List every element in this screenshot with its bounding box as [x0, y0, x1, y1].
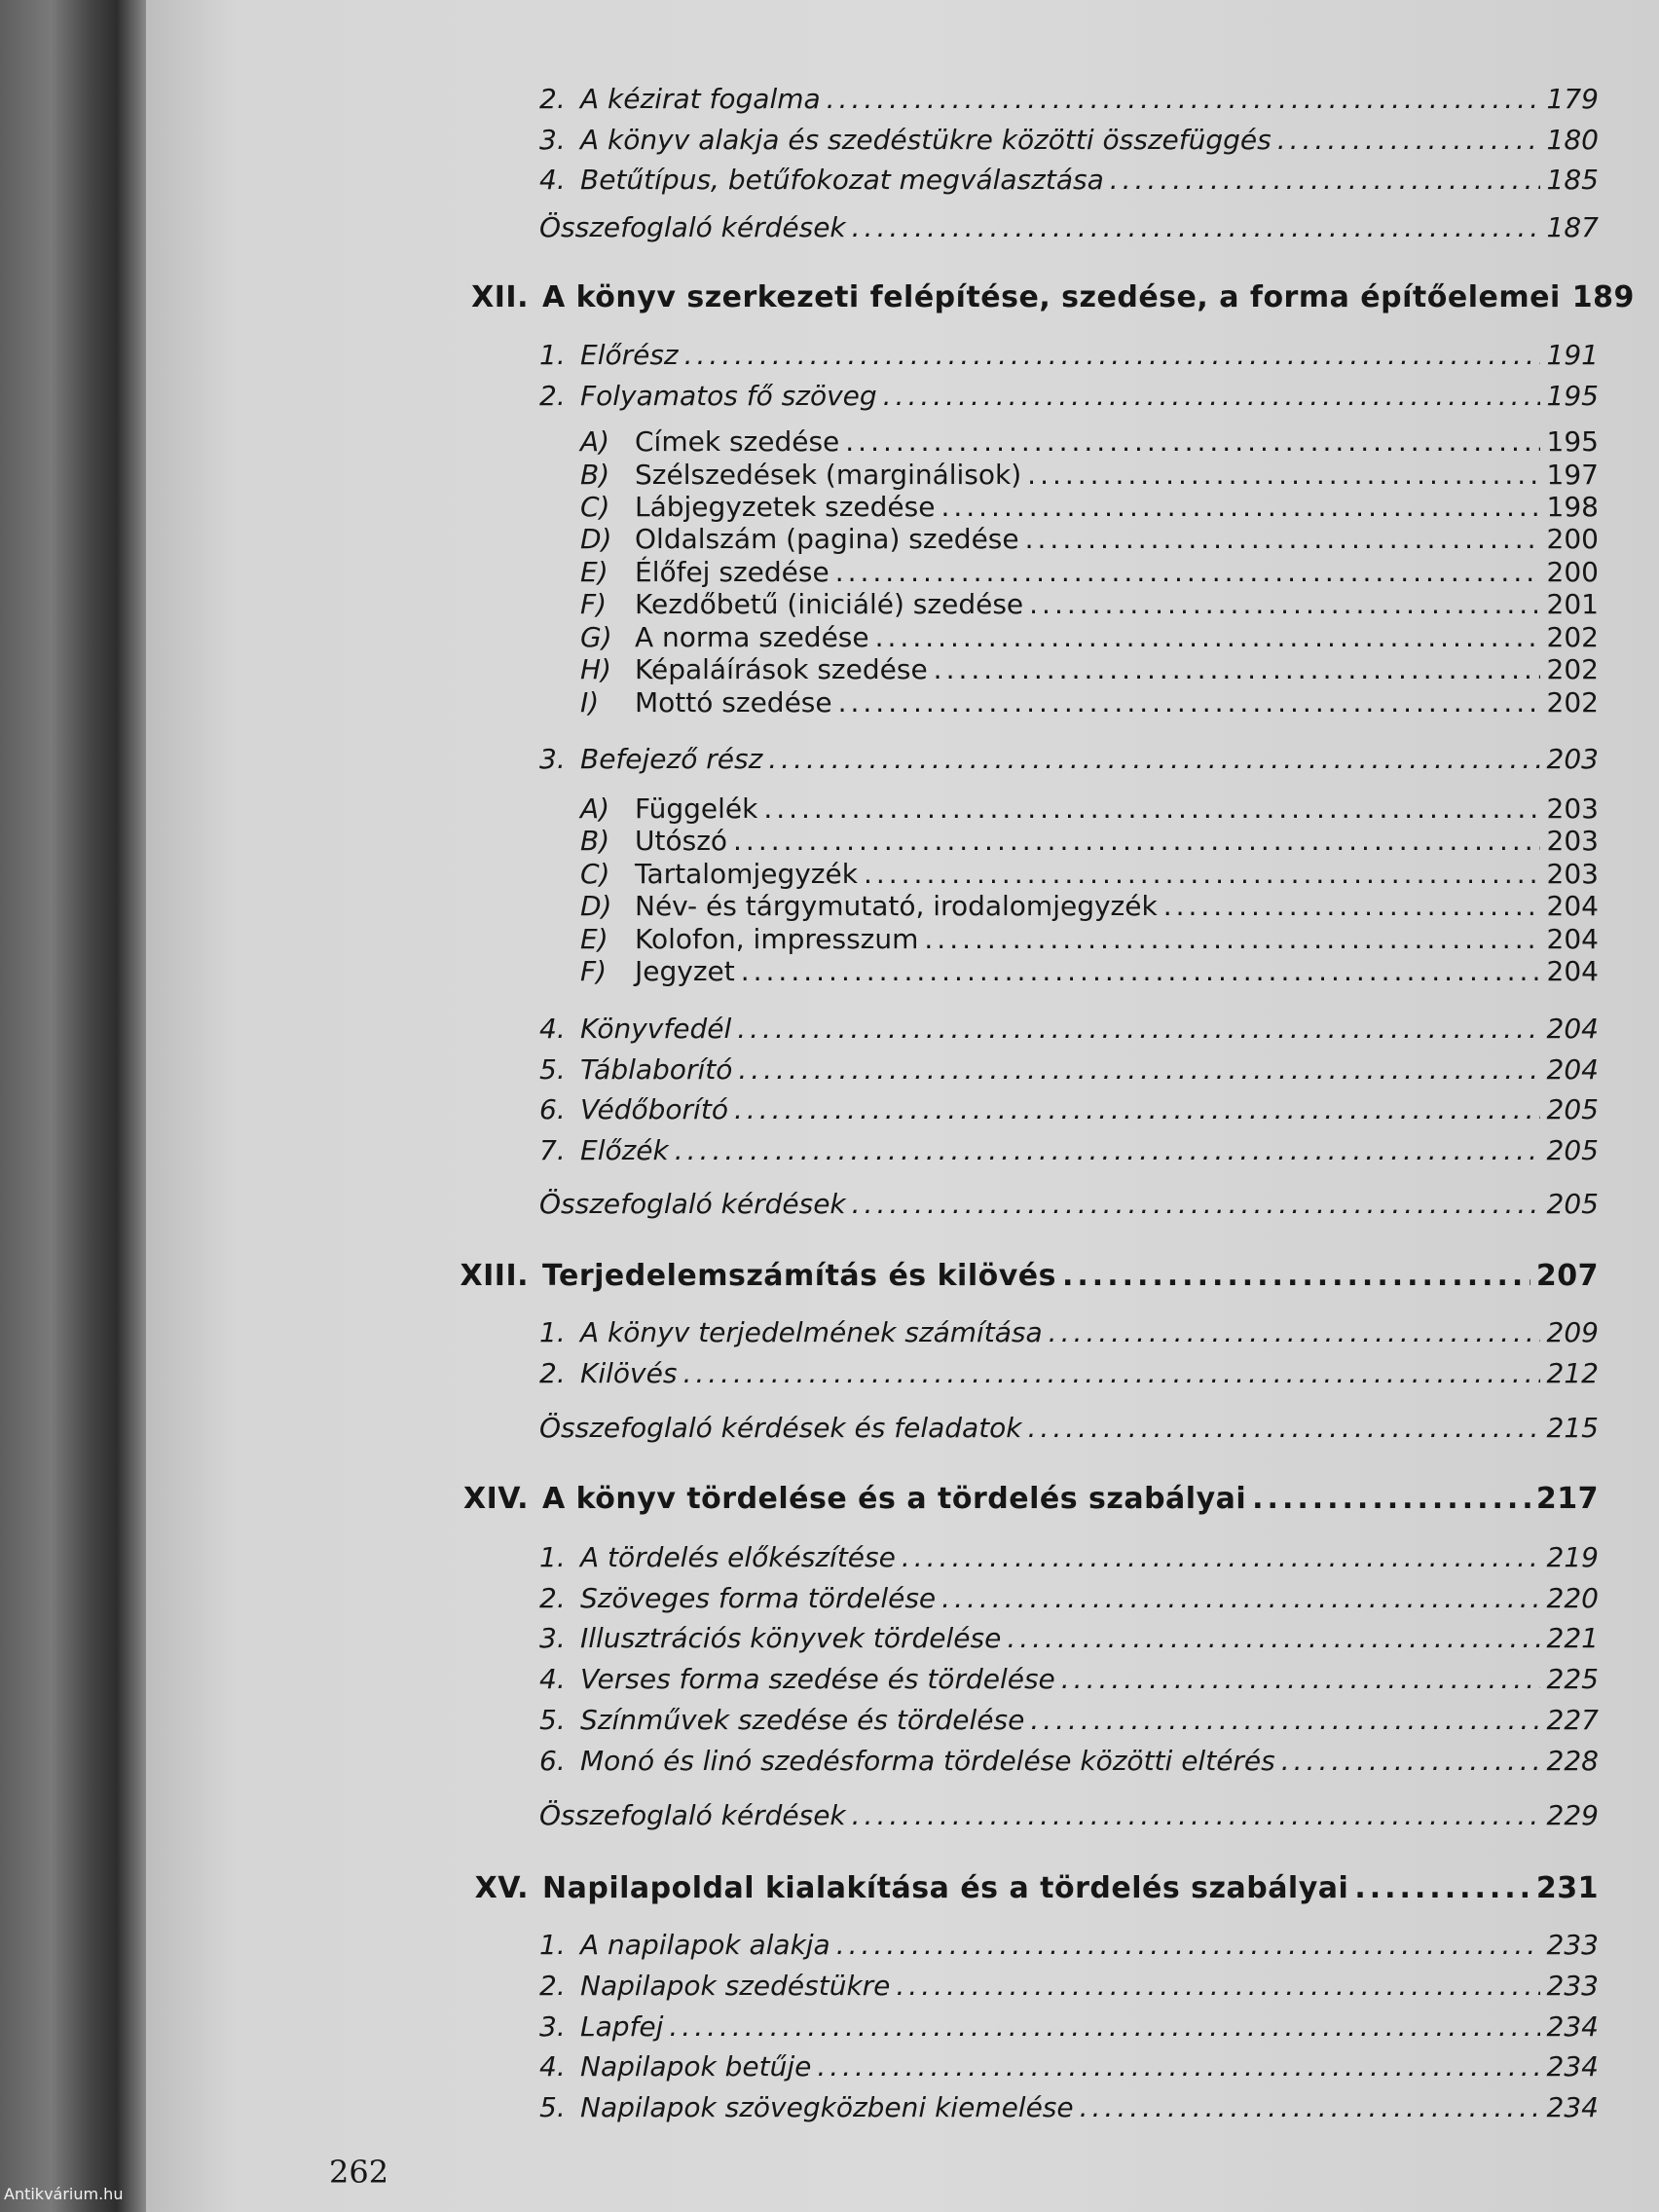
chapter-entry	[446, 1871, 1599, 1906]
toc-entry	[539, 1581, 1599, 1616]
entry-title: A napilapok alakja	[580, 1929, 830, 1961]
toc-entry	[580, 424, 1599, 460]
entry-title: Lábjegyzetek szedése	[635, 491, 936, 523]
entry-page-number: 204	[1546, 955, 1599, 987]
entry-number: XII.	[471, 280, 529, 314]
dot-leader	[1049, 1315, 1540, 1350]
entry-page-number: 200	[1546, 556, 1599, 588]
entry-number: F)	[580, 955, 608, 987]
entry-number: 4.	[539, 1013, 566, 1045]
entry-number: XIII.	[460, 1259, 529, 1293]
dot-leader	[845, 424, 1540, 460]
entry-page-number: 195	[1546, 380, 1599, 412]
dot-leader	[875, 620, 1540, 655]
entry-number: 3.	[539, 2010, 566, 2043]
entry-title: Név- és tárgymutató, irodalomjegyzék	[635, 890, 1158, 922]
dot-leader	[1110, 163, 1540, 198]
dot-leader	[763, 792, 1540, 827]
toc-entry	[539, 1133, 1599, 1168]
entry-number: 2.	[539, 1357, 566, 1389]
entry-title: A tördelés előkészítése	[580, 1541, 896, 1573]
dot-leader	[741, 954, 1540, 989]
toc-entry	[580, 490, 1599, 525]
dot-leader	[817, 2049, 1540, 2084]
entry-page-number: 191	[1546, 339, 1599, 371]
entry-title: Védőborító	[580, 1093, 728, 1125]
entry-page-number: 207	[1535, 1259, 1599, 1293]
entry-number: D)	[580, 523, 612, 555]
dot-leader	[1029, 587, 1540, 622]
entry-title: Összefoglaló kérdések és feladatok	[539, 1412, 1022, 1444]
entry-number: G)	[580, 621, 612, 653]
entry-title: A könyv terjedelmének számítása	[580, 1316, 1043, 1348]
entry-page-number: 203	[1546, 793, 1599, 825]
toc-entry	[539, 1187, 1599, 1222]
entry-number: 1.	[539, 1541, 566, 1573]
entry-number: 2.	[539, 380, 566, 412]
entry-title: A könyv tördelése és a tördelés szabályai	[542, 1482, 1247, 1516]
entry-number: 4.	[539, 1663, 566, 1695]
toc-entry	[539, 1703, 1599, 1738]
toc-entry	[539, 1621, 1599, 1656]
entry-title: Oldalszám (pagina) szedése	[635, 523, 1019, 555]
toc-entry	[539, 1356, 1599, 1391]
dot-leader	[902, 1540, 1540, 1575]
entry-title: A norma szedése	[635, 621, 869, 653]
toc-entry	[539, 210, 1599, 245]
entry-number: XV.	[474, 1871, 529, 1905]
toc-entry	[580, 620, 1599, 655]
entry-page-number: 205	[1546, 1134, 1599, 1166]
entry-title: Betűtípus, betűfokozat megválasztása	[580, 164, 1104, 196]
entry-page-number: 204	[1546, 1013, 1599, 1045]
entry-number: 4.	[539, 2050, 566, 2083]
entry-number: 1.	[539, 1929, 566, 1961]
dot-leader	[1025, 522, 1540, 557]
toc-entry	[539, 123, 1599, 158]
entry-number: B)	[580, 459, 610, 491]
toc-entry	[539, 1315, 1599, 1350]
entry-page-number: 201	[1546, 588, 1599, 620]
entry-title: Képaláírások szedése	[635, 653, 928, 685]
entry-page-number: 221	[1546, 1622, 1599, 1654]
entry-page-number: 202	[1546, 653, 1599, 685]
entry-page-number: 187	[1546, 211, 1599, 243]
entry-page-number: 203	[1546, 858, 1599, 890]
entry-number: 5.	[539, 2091, 566, 2123]
dot-leader	[669, 2009, 1540, 2045]
dot-leader	[1030, 1703, 1540, 1738]
entry-number: 7.	[539, 1134, 566, 1166]
entry-title: Monó és linó szedésforma tördelése közötti eltérés	[580, 1745, 1275, 1777]
entry-title: Terjedelemszámítás és kilövés	[542, 1259, 1056, 1293]
toc-entry	[580, 522, 1599, 557]
entry-title: Napilapok szövegközbeni kiemelése	[580, 2091, 1074, 2123]
dot-leader	[836, 1928, 1540, 1963]
entry-page-number: 195	[1546, 425, 1599, 458]
toc-entry	[539, 2049, 1599, 2084]
entry-number: 5.	[539, 1053, 566, 1086]
entry-page-number: 202	[1546, 686, 1599, 719]
entry-title: Mottó szedése	[635, 686, 832, 719]
dot-leader	[675, 1133, 1540, 1168]
entry-title: Összefoglaló kérdések	[539, 1188, 846, 1220]
entry-title: A könyv szerkezeti felépítése, szedése, a forma építőelemei	[542, 280, 1561, 314]
toc-entry	[539, 338, 1599, 373]
toc-entry	[539, 742, 1599, 777]
entry-page-number: 198	[1546, 491, 1599, 523]
entry-title: Szélszedések (marginálisok)	[635, 459, 1022, 491]
toc-entry	[539, 1540, 1599, 1575]
entry-page-number: 234	[1546, 2050, 1599, 2083]
entry-title: Illusztrációs könyvek tördelése	[580, 1622, 1002, 1654]
entry-page-number: 219	[1546, 1541, 1599, 1573]
dot-leader	[896, 1969, 1540, 2004]
dot-leader	[682, 1356, 1540, 1391]
entry-number: 2.	[539, 83, 566, 115]
entry-page-number: 185	[1546, 164, 1599, 196]
entry-page-number: 228	[1546, 1745, 1599, 1777]
dot-leader	[864, 857, 1540, 892]
entry-number: I)	[580, 686, 600, 719]
page-number: 262	[329, 2154, 389, 2191]
toc-entry	[580, 954, 1599, 989]
toc-entry	[539, 2009, 1599, 2045]
toc-entry	[539, 1928, 1599, 1963]
entry-title: Kilövés	[580, 1357, 678, 1389]
dot-leader	[1163, 889, 1540, 924]
entry-title: Előrész	[580, 339, 679, 371]
entry-number: C)	[580, 858, 610, 890]
entry-number: 6.	[539, 1093, 566, 1125]
entry-title: Kezdőbetű (iniciálé) szedése	[635, 588, 1024, 620]
entry-page-number: 204	[1546, 1053, 1599, 1086]
chapter-entry	[446, 1482, 1599, 1517]
dot-leader	[835, 555, 1540, 590]
toc-entry	[539, 163, 1599, 198]
toc-entry	[580, 857, 1599, 892]
entry-page-number: 225	[1546, 1663, 1599, 1695]
entry-number: B)	[580, 825, 610, 857]
dot-leader	[838, 685, 1540, 720]
toc-entry	[539, 1969, 1599, 2004]
toc-entry	[539, 1662, 1599, 1697]
entry-number: A)	[580, 793, 610, 825]
entry-page-number: 227	[1546, 1704, 1599, 1736]
entry-title: Verses forma szedése és tördelése	[580, 1663, 1055, 1695]
entry-title: Összefoglaló kérdések	[539, 1799, 846, 1831]
toc-entry	[539, 1411, 1599, 1446]
entry-title: A kézirat fogalma	[580, 83, 821, 115]
entry-number: 3.	[539, 124, 566, 156]
entry-page-number: 204	[1546, 923, 1599, 955]
toc-entry	[580, 922, 1599, 957]
dot-leader	[734, 1092, 1540, 1127]
entry-page-number: 204	[1546, 890, 1599, 922]
entry-title: Függelék	[635, 793, 758, 825]
dot-leader	[737, 1012, 1540, 1047]
dot-leader	[852, 1187, 1540, 1222]
entry-page-number: 215	[1546, 1412, 1599, 1444]
dot-leader	[1354, 1871, 1530, 1906]
toc-entry	[539, 2090, 1599, 2125]
dot-leader	[924, 922, 1540, 957]
dot-leader	[827, 82, 1540, 117]
watermark-text: Antikvárium.hu	[4, 2185, 124, 2203]
entry-number: H)	[580, 653, 611, 685]
dot-leader	[684, 338, 1540, 373]
toc-entry	[580, 652, 1599, 687]
entry-page-number: 205	[1546, 1188, 1599, 1220]
dot-leader	[738, 1052, 1540, 1088]
dot-leader	[1007, 1621, 1540, 1656]
toc-entry	[539, 1798, 1599, 1833]
entry-number: 5.	[539, 1704, 566, 1736]
entry-number: XIV.	[462, 1482, 529, 1516]
dot-leader	[733, 824, 1540, 859]
entry-page-number: 205	[1546, 1093, 1599, 1125]
toc-entry	[539, 1092, 1599, 1127]
entry-page-number: 234	[1546, 2010, 1599, 2043]
entry-number: F)	[580, 588, 608, 620]
entry-page-number: 233	[1546, 1970, 1599, 2002]
entry-page-number: 233	[1546, 1929, 1599, 1961]
entry-title: Napilapok szedéstükre	[580, 1970, 891, 2002]
entry-page-number: 203	[1546, 743, 1599, 775]
entry-number: 2.	[539, 1582, 566, 1614]
dot-leader	[768, 742, 1540, 777]
entry-title: Könyvfedél	[580, 1013, 732, 1045]
dot-leader	[852, 210, 1540, 245]
entry-title: Előzék	[580, 1134, 669, 1166]
dot-leader	[852, 1798, 1540, 1833]
toc-entry	[539, 1052, 1599, 1088]
dot-leader	[940, 490, 1540, 525]
chapter-entry	[446, 280, 1635, 315]
toc-entry	[580, 458, 1599, 493]
chapter-entry	[446, 1259, 1599, 1294]
dot-leader	[1281, 1744, 1540, 1779]
entry-title: A könyv alakja és szedéstükre közötti összefüggés	[580, 124, 1272, 156]
entry-title: Jegyzet	[635, 955, 735, 987]
dot-leader	[883, 379, 1540, 414]
entry-title: Színművek szedése és tördelése	[580, 1704, 1025, 1736]
entry-title: Összefoglaló kérdések	[539, 211, 846, 243]
dot-leader	[934, 652, 1540, 687]
toc-entry	[539, 1012, 1599, 1047]
entry-number: E)	[580, 556, 608, 588]
entry-title: Napilapoldal kialakítása és a tördelés szabályai	[542, 1871, 1349, 1905]
entry-page-number: 203	[1546, 825, 1599, 857]
entry-number: 1.	[539, 1316, 566, 1348]
dot-leader	[1028, 1411, 1540, 1446]
toc-entry	[580, 792, 1599, 827]
entry-title: Lapfej	[580, 2010, 664, 2043]
toc-entry	[539, 379, 1599, 414]
toc-entry	[539, 1744, 1599, 1779]
toc-entry	[539, 82, 1599, 117]
entry-title: Élőfej szedése	[635, 556, 830, 588]
entry-number: D)	[580, 890, 612, 922]
entry-title: Címek szedése	[635, 425, 840, 458]
entry-title: Tartalomjegyzék	[635, 858, 858, 890]
entry-page-number: 234	[1546, 2091, 1599, 2123]
entry-page-number: 202	[1546, 621, 1599, 653]
dot-leader	[1252, 1482, 1530, 1517]
entry-number: 6.	[539, 1745, 566, 1777]
toc-entry	[580, 889, 1599, 924]
entry-number: A)	[580, 425, 610, 458]
toc-entry	[580, 587, 1599, 622]
toc-entry	[580, 685, 1599, 720]
entry-page-number: 180	[1546, 124, 1599, 156]
entry-page-number: 189	[1571, 280, 1635, 314]
entry-title: Táblaborító	[580, 1053, 733, 1086]
entry-title: Kolofon, impresszum	[635, 923, 919, 955]
entry-page-number: 229	[1546, 1799, 1599, 1831]
dot-leader	[941, 1581, 1540, 1616]
entry-number: 2.	[539, 1970, 566, 2002]
toc-entry	[580, 555, 1599, 590]
entry-page-number: 200	[1546, 523, 1599, 555]
entry-page-number: 179	[1546, 83, 1599, 115]
entry-page-number: 217	[1535, 1482, 1599, 1516]
entry-page-number: 197	[1546, 459, 1599, 491]
entry-number: C)	[580, 491, 610, 523]
entry-page-number: 220	[1546, 1582, 1599, 1614]
entry-page-number: 231	[1535, 1871, 1599, 1905]
entry-page-number: 212	[1546, 1357, 1599, 1389]
entry-number: 3.	[539, 743, 566, 775]
entry-number: 1.	[539, 339, 566, 371]
entry-number: 4.	[539, 164, 566, 196]
entry-title: Befejező rész	[580, 743, 763, 775]
entry-title: Utószó	[635, 825, 728, 857]
dot-leader	[1061, 1662, 1540, 1697]
toc-entry	[580, 824, 1599, 859]
dot-leader	[1027, 458, 1540, 493]
entry-number: 3.	[539, 1622, 566, 1654]
dot-leader	[1062, 1259, 1530, 1294]
dot-leader	[1080, 2090, 1540, 2125]
entry-number: E)	[580, 923, 608, 955]
entry-page-number: 209	[1546, 1316, 1599, 1348]
entry-title: Szöveges forma tördelése	[580, 1582, 937, 1614]
entry-title: Folyamatos fő szöveg	[580, 380, 877, 412]
dot-leader	[1277, 123, 1540, 158]
entry-title: Napilapok betűje	[580, 2050, 812, 2083]
